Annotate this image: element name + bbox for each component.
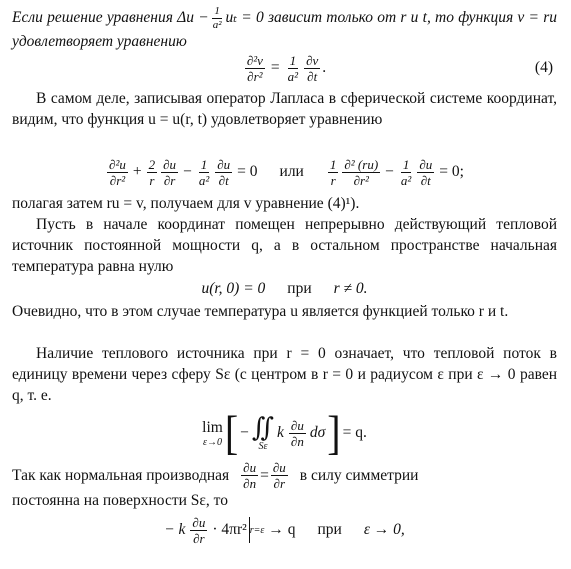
p7-f1-den: ∂n [243, 475, 257, 491]
final-eval-sub: r=ε [249, 524, 265, 536]
lap-r-f3-num: 1 [402, 156, 410, 172]
final-minus-k: − k [164, 521, 186, 538]
lap-l-f2-num: 2 [148, 156, 156, 172]
paragraph-2: В самом деле, записывая оператор Лапласа в сферической системе координат, видим, что функция u = u(r, t) удовлетворяет уравнению [12, 90, 557, 128]
lap-r-f4-num: ∂u [419, 156, 433, 172]
lim-k: k [277, 424, 284, 441]
lim-operator [202, 419, 223, 448]
eq4-rhs2-den: ∂t [307, 68, 318, 84]
p1-pre: Если решение уравнения [12, 9, 173, 27]
lim-rhs: = q. [342, 424, 367, 441]
lap-l-minus: − [183, 163, 192, 180]
lap-l-f1-num: ∂²u [109, 156, 126, 172]
p7-f1-num: ∂u [243, 459, 257, 475]
eq4-rhs2 [304, 54, 320, 83]
lap-l-f4-num: 1 [200, 156, 208, 172]
double-integral [251, 412, 275, 452]
lim-frac [289, 419, 306, 448]
lap-r-f2-num: ∂² (ru) [344, 156, 379, 172]
p1-eq-lhs: Δu − [177, 9, 209, 27]
eq4-lhs-den: ∂r² [247, 68, 263, 84]
lap-l-f3-num: ∂u [163, 156, 177, 172]
p7-post: в силу симметрии [299, 466, 419, 484]
p7-f2-den: ∂r [273, 475, 286, 491]
paragraph-5: Очевидно, что в этом случае температура u является функцией только r и t. [12, 303, 509, 320]
lap-l-plus: + [132, 163, 142, 180]
equation-limit [12, 406, 557, 460]
lap-l-f4-den: a² [198, 172, 210, 188]
lim-sub: ε→0 [203, 436, 222, 448]
p7-pre: Так как нормальная производная [12, 466, 230, 484]
equation-initial [12, 277, 557, 301]
p1-frac-den: a² [212, 19, 222, 31]
p1-post1: зависит только от [267, 9, 397, 27]
lim-frac-num: ∂u [290, 417, 304, 433]
paragraph-6: Наличие теплового источника при r = 0 означает, что тепловой поток в единицу времени через сферу Sε (с центром в r = 0 и радиусом ε при ε → 0 равен q, т. е. [12, 345, 557, 404]
p7-f2-num: ∂u [272, 459, 286, 475]
lap-r-f2-den: ∂r² [353, 172, 369, 188]
p7-f2 [271, 461, 288, 490]
equation-4: $\frac{\text{∂²v}}{\text{∂r²}}$ = $\frac{1}{\text{a²}}$ $\frac{\partial v}{\partial t}$ . (4) [246, 52, 553, 84]
final-frac-num: ∂u [192, 514, 206, 530]
paragraph-3: полагая затем ru = v, получаем для v уравнение (4)¹). [12, 195, 360, 212]
lap-r-eq: = 0; [439, 163, 464, 180]
eq4-rhs1 [286, 54, 300, 83]
lim-close-bracket: ] [327, 405, 341, 460]
p1-eq-rest: uₜ = 0 [225, 9, 264, 27]
p7-eq: = [260, 466, 269, 484]
init-lhs: u(r, 0) = 0 [201, 280, 266, 297]
eq4-rhs2-num: ∂v [306, 52, 319, 68]
lap-l-f5-den: ∂t [218, 172, 229, 188]
lap-r-f3-den: a² [400, 172, 412, 188]
lap-l-f4 [197, 158, 211, 187]
integral-sub: Sε [258, 440, 268, 452]
lim-dsigma: dσ [309, 424, 326, 441]
eq4-rhs1-den: a² [287, 68, 299, 84]
eq4-lhs-num: ∂²v [246, 52, 263, 68]
lap-r-f3 [399, 158, 413, 187]
p7-line2: постоянна на поверхности Sε, то [12, 492, 228, 509]
final-times: · 4πr² [212, 521, 247, 538]
final-frac-den: ∂r [193, 530, 205, 546]
init-when: при [287, 280, 312, 297]
integral-sign: ∬ [251, 412, 275, 442]
lap-r-f1 [328, 158, 339, 187]
equation-number: (4) [534, 59, 553, 76]
lap-r-f1-num: 1 [329, 156, 337, 172]
lap-l-f3 [161, 158, 178, 187]
eq4-equals: = [270, 59, 280, 76]
final-frac [190, 516, 207, 545]
lap-l-f5 [215, 158, 232, 187]
lap-r-f1-den: r [330, 172, 336, 188]
lap-r-minus: − [385, 163, 394, 180]
paragraph-1 [12, 6, 557, 48]
lap-l-f3-den: ∂r [163, 172, 176, 188]
lim-open-bracket: [ [224, 405, 239, 460]
lap-r-f4-den: ∂t [420, 172, 431, 188]
p1-post2: r и t, то функция v = ru удовлетворяет уравнению [12, 9, 557, 50]
lap-l-f2 [147, 158, 158, 187]
p1-frac [211, 6, 224, 31]
lim-frac-den: ∂n [290, 433, 304, 449]
final-arrow: → q [268, 521, 296, 538]
lap-l-f5-num: ∂u [217, 156, 231, 172]
equation-final [12, 510, 557, 550]
lap-r-f2 [342, 158, 380, 187]
final-when: при [317, 521, 342, 538]
lap-l-f1 [107, 158, 128, 187]
init-cond: r ≠ 0. [333, 280, 368, 297]
paragraph-7 [12, 460, 557, 510]
paragraph-4: Пусть в начале координат помещен непрерывно действующий тепловой источник постоянной мощности q, а в остальном пространстве начальная температура равна нулю [12, 216, 557, 275]
lim-minus: − [240, 424, 249, 441]
eq4-lhs [245, 54, 265, 83]
lap-or: или [279, 163, 304, 180]
lim-word: lim [202, 418, 223, 436]
lap-l-f1-den: ∂r² [109, 172, 126, 188]
lap-r-f4 [417, 158, 434, 187]
p1-frac-num: 1 [214, 5, 220, 17]
final-cond: ε → 0, [363, 521, 405, 538]
p7-f1 [241, 461, 258, 490]
equation-laplace [12, 151, 557, 193]
lap-l-f2-den: r [149, 172, 155, 188]
eq4-rhs1-num: 1 [289, 52, 297, 68]
lap-l-eq: = 0 [237, 163, 258, 180]
